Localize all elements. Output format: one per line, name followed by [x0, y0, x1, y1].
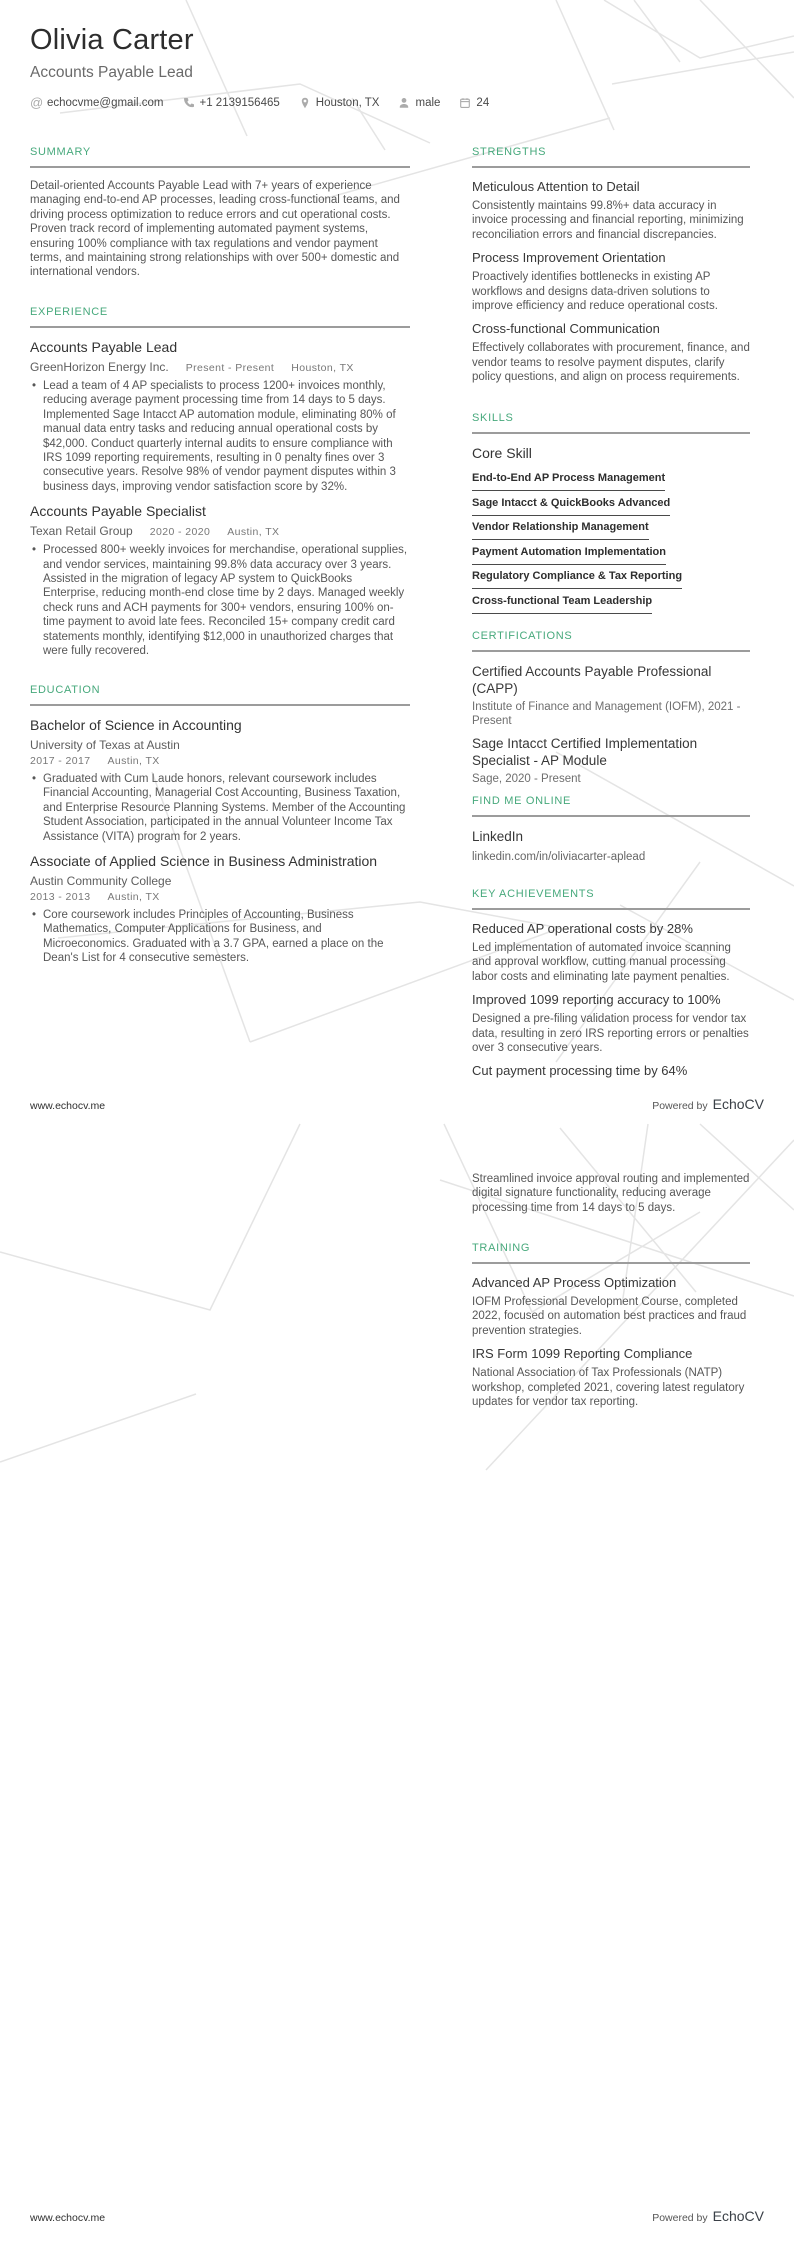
education-dates: 2013 - 2013	[30, 891, 91, 904]
footer-site-link[interactable]: www.echocv.me	[30, 1100, 106, 1112]
achievement-item	[472, 921, 750, 984]
education-entry	[30, 853, 410, 966]
section-find-me-online	[472, 795, 750, 863]
section-summary	[30, 146, 410, 280]
contact-age-text: 24	[476, 97, 490, 109]
contact-gender-text: male	[415, 97, 441, 109]
experience-location: Houston, TX	[291, 362, 354, 374]
section-experience	[30, 306, 410, 668]
footer-brand-link[interactable]: EchoCV	[712, 1096, 764, 1112]
education-dates: 2017 - 2017	[30, 755, 91, 767]
certification-meta: Sage, 2020 - Present	[472, 772, 581, 785]
skill-item: Cross-functional Team Leadership	[472, 592, 652, 614]
experience-entry	[30, 503, 410, 658]
education-location: Austin, TX	[107, 891, 160, 904]
achievement-desc: Led implementation of automated invoice scanning and approval workflow, cutting manual processing labor costs and eliminating late payment penalties.	[472, 942, 731, 983]
education-entry	[30, 717, 410, 844]
section-skills	[472, 412, 750, 616]
experience-company: Texan Retail Group	[30, 524, 133, 539]
experience-company: GreenHorizon Energy Inc.	[30, 360, 169, 374]
summary-text: Detail-oriented Accounts Payable Lead with 7+ years of experience managing end-to-end AP processes, leading cross-functional teams, and driving process optimization to reduce errors and cut operational costs. Proven track record of implementing automated payment systems, ensuring 100% compliance with tax regulations and vendor payment terms, and maintaining strong relationships with over 500+ domestic and international vendors.	[30, 180, 400, 279]
strength-title: Process Improvement Orientation	[472, 250, 666, 266]
footer-brand-link[interactable]: EchoCV	[712, 2208, 764, 2224]
page-footer	[30, 2208, 764, 2224]
section-training	[472, 1242, 750, 1412]
person-name: Olivia Carter	[30, 24, 194, 56]
skill-item: Payment Automation Implementation	[472, 543, 666, 565]
footer-site-link[interactable]: www.echocv.me	[30, 2212, 106, 2224]
section-certifications	[472, 630, 750, 792]
education-location: Austin, TX	[107, 755, 160, 767]
education-meta	[30, 755, 410, 767]
contact-age	[459, 97, 489, 109]
experience-dates: 2020 - 2020	[149, 526, 211, 539]
skills-heading: SKILLS	[472, 412, 750, 434]
skill-item: End-to-End AP Process Management	[472, 469, 665, 491]
training-item	[472, 1346, 750, 1409]
training-desc: IOFM Professional Development Course, completed 2022, focused on automation best practices and fraud prevention strategies.	[472, 1296, 747, 1337]
section-strengths	[472, 146, 750, 388]
email-icon: @	[30, 95, 44, 110]
section-key-achievements	[472, 888, 750, 1083]
achievement-title: Improved 1099 reporting accuracy to 100%	[472, 992, 721, 1008]
achievement-title: Reduced AP operational costs by 28%	[472, 921, 693, 936]
experience-role: Accounts Payable Lead	[30, 339, 178, 355]
contact-email-text: echocvme@gmail.com	[47, 97, 164, 109]
strength-item	[472, 179, 750, 242]
strength-desc: Consistently maintains 99.8%+ data accuracy in invoice processing and financial reporting, minimizing reconciliation errors and financial discrepancies.	[472, 200, 744, 241]
footer-powered-text: Powered by	[652, 2212, 708, 2224]
age-icon	[459, 97, 471, 109]
experience-entry	[30, 339, 410, 494]
key-achievements-heading: KEY ACHIEVEMENTS	[472, 888, 750, 910]
education-bullet: • Graduated with Cum Laude honors, relevant coursework includes Financial Accounting, Managerial Cost Accounting, Business Taxation, and Enterprise Resource Planning Systems. Member of the Accounting Student Association, participated in the annual Volunteer Income Tax Assistance (VITA) program for 2 years.	[30, 772, 410, 844]
certification-title: Certified Accounts Payable Professional (CAPP)	[472, 664, 712, 696]
gender-icon	[398, 97, 410, 109]
online-profile-url[interactable]: linkedin.com/in/oliviacarter-aplead	[472, 851, 646, 863]
strength-desc: Proactively identifies bottlenecks in existing AP workflows and designs data-driven solutions to improve efficiency and reduce operational costs.	[472, 271, 718, 313]
certification-item	[472, 663, 750, 729]
achievement-desc: Designed a pre-filing validation process for vendor tax data, resulting in zero IRS reporting errors or penalties over 3 consecutive years.	[472, 1013, 749, 1055]
strength-desc: Effectively collaborates with procurement, finance, and vendor teams to resolve payment disputes, clarify policy questions, and align on process requirements.	[472, 342, 750, 384]
experience-bullet: • Lead a team of 4 AP specialists to process 1200+ invoices monthly, reducing average payment processing time from 14 days to 5 days. Implemented Sage Intacct AP automation module, eliminating 80% of manual data entry tasks and reducing annual operational costs by $42,000. Conduct quarterly internal audits to ensure compliance with IRS 1099 reporting requirements, resulting in 0 penalty fines over 3 consecutive years. Resolve 98% of vendor payment disputes within 3 business days, improving vendor satisfaction score by 32%.	[30, 379, 410, 494]
achievement-item	[472, 1063, 750, 1079]
achievement-item	[472, 992, 750, 1055]
skill-item: Sage Intacct & QuickBooks Advanced	[472, 494, 670, 516]
education-heading: EDUCATION	[30, 684, 410, 706]
section-education	[30, 684, 410, 975]
skill-item: Regulatory Compliance & Tax Reporting	[472, 567, 682, 589]
education-degree: Bachelor of Science in Accounting	[30, 717, 242, 733]
online-profile-item	[472, 828, 750, 863]
resume-header	[30, 24, 764, 109]
strengths-heading: STRENGTHS	[472, 146, 750, 168]
education-bullet: • Core coursework includes Principles of Accounting, Business Mathematics, Computer Applications for Business, and Microeconomics. Graduated with a 3.7 GPA, earned a place on the Dean's List for 4 consecutive semesters.	[30, 908, 410, 966]
footer-powered	[652, 1096, 764, 1112]
experience-heading: EXPERIENCE	[30, 306, 410, 328]
strength-title: Cross-functional Communication	[472, 321, 660, 337]
experience-role: Accounts Payable Specialist	[30, 503, 206, 520]
education-school: Austin Community College	[30, 874, 172, 889]
contact-location-text: Houston, TX	[315, 97, 380, 109]
contact-phone-text: +1 2139156465	[199, 97, 280, 109]
contact-location	[299, 97, 380, 109]
footer-powered	[652, 2208, 764, 2224]
location-icon	[299, 97, 311, 109]
page-footer	[30, 1096, 764, 1112]
training-heading: TRAINING	[472, 1242, 750, 1264]
experience-location: Austin, TX	[227, 526, 280, 539]
experience-dates: Present - Present	[185, 362, 275, 374]
certifications-heading: CERTIFICATIONS	[472, 630, 750, 652]
skills-group-label: Core Skill	[472, 445, 532, 461]
training-desc: National Association of Tax Professionals (NATP) workshop, completed 2021, covering latest regulatory updates for vendor tax reporting.	[472, 1367, 745, 1409]
achievement-title: Cut payment processing time by 64%	[472, 1063, 688, 1079]
job-title: Accounts Payable Lead	[30, 64, 193, 81]
experience-meta	[30, 360, 410, 374]
achievement-continuation	[472, 1172, 750, 1218]
education-meta	[30, 891, 410, 903]
contact-gender	[398, 97, 440, 109]
strength-title: Meticulous Attention to Detail	[472, 179, 640, 194]
education-degree: Associate of Applied Science in Business Administration	[30, 853, 378, 870]
online-profile-label: LinkedIn	[472, 829, 524, 844]
strength-item	[472, 321, 750, 384]
skill-item: Vendor Relationship Management	[472, 518, 649, 540]
training-title: Advanced AP Process Optimization	[472, 1275, 677, 1290]
contact-row	[30, 97, 764, 109]
certification-title: Sage Intacct Certified Implementation Specialist - AP Module	[472, 735, 698, 768]
training-item	[472, 1275, 750, 1338]
find-me-online-heading: FIND ME ONLINE	[472, 795, 750, 817]
phone-icon	[183, 97, 195, 109]
footer-powered-text: Powered by	[652, 1100, 708, 1112]
experience-meta	[30, 524, 410, 538]
contact-phone	[183, 97, 280, 109]
certification-meta: Institute of Finance and Management (IOFM), 2021 - Present	[472, 701, 741, 728]
training-title: IRS Form 1099 Reporting Compliance	[472, 1346, 693, 1362]
education-school: University of Texas at Austin	[30, 738, 180, 752]
experience-bullet: • Processed 800+ weekly invoices for merchandise, operational supplies, and vendor services, maintaining 99.8% data accuracy over 3 years. Assisted in the migration of legacy AP system to QuickBooks Enterprise, reducing month-end close time by 2 days. Managed weekly check runs and ACH payments for 300+ vendors, ensuring 100% on-time payment to avoid late fees. Reconciled 15+ company credit card statements monthly, identifying $12,000 in unauthorized charges that were fully recovered.	[30, 543, 410, 658]
summary-heading: SUMMARY	[30, 146, 410, 168]
certification-item	[472, 735, 750, 786]
contact-email	[30, 97, 164, 109]
strength-item	[472, 250, 750, 313]
achievement-desc: Streamlined invoice approval routing and implemented digital signature functionality, reducing average processing time from 14 days to 5 days.	[472, 1173, 750, 1214]
